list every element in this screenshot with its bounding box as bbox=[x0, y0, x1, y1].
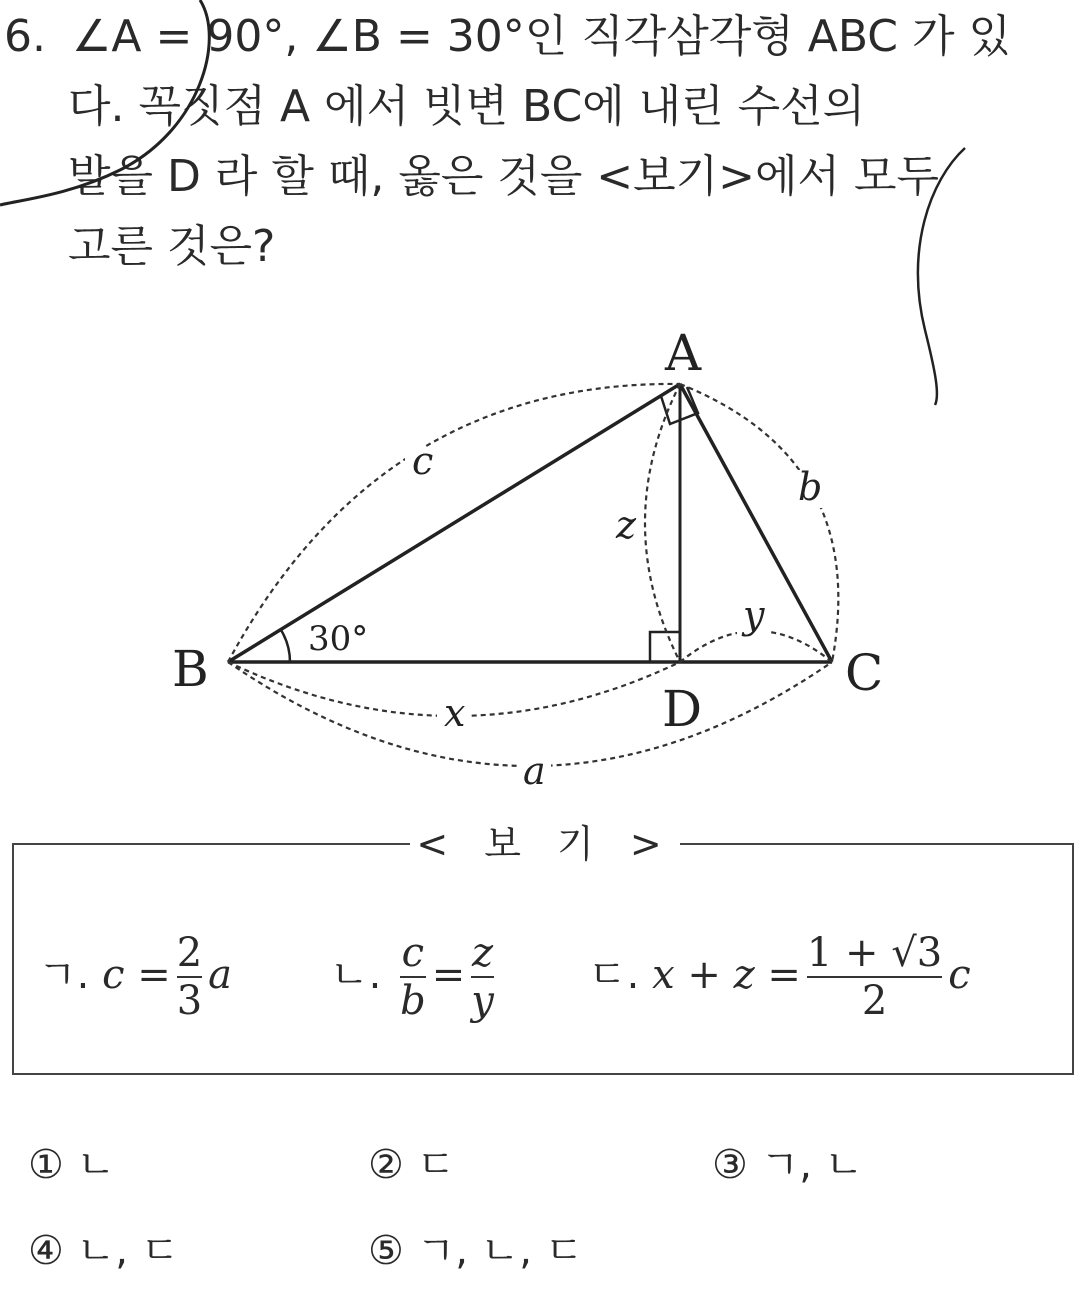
bogi-item-1-lhs: c = bbox=[102, 952, 171, 998]
bogi-item-3-denominator: 2 bbox=[807, 976, 942, 1024]
choice-1-text: ㄴ bbox=[76, 1142, 116, 1188]
choice-4[interactable] bbox=[28, 1226, 179, 1276]
arc-z bbox=[645, 384, 680, 662]
choice-5-number: ⑤ bbox=[368, 1228, 404, 1274]
seg-label-z: z bbox=[616, 503, 637, 547]
bogi-item-1-fraction bbox=[177, 930, 202, 1024]
bogi-item-1-label: ㄱ. bbox=[38, 952, 90, 998]
bogi-item-2-equals: = bbox=[431, 952, 466, 998]
bogi-item-3-numerator: 1 + √3 bbox=[806, 930, 943, 976]
choice-2[interactable] bbox=[368, 1140, 455, 1190]
bogi-item-2-fraction-1 bbox=[400, 930, 426, 1024]
angle-label-B: 30° bbox=[308, 619, 369, 659]
vertex-label-A: A bbox=[665, 324, 702, 382]
choice-3-text: ㄱ, ㄴ bbox=[760, 1142, 864, 1188]
bogi-item-1-numerator: 2 bbox=[176, 930, 203, 976]
choice-1-number: ① bbox=[28, 1142, 64, 1188]
bogi-item-3-fraction bbox=[807, 930, 942, 1024]
choice-3[interactable] bbox=[712, 1140, 863, 1190]
bogi-item-3 bbox=[588, 930, 971, 1024]
choice-5[interactable] bbox=[368, 1226, 583, 1276]
side-label-b: b bbox=[798, 465, 823, 509]
right-angle-mark-D bbox=[650, 632, 680, 662]
seg-label-y: y bbox=[743, 593, 765, 637]
question-line-3: 발을 D 라 할 때, 옳은 것을 <보기>에서 모두 bbox=[68, 151, 940, 202]
vertex-label-B: B bbox=[172, 640, 209, 698]
bogi-item-3-label: ㄷ. bbox=[588, 952, 640, 998]
angle-arc-B bbox=[281, 630, 290, 662]
choice-4-number: ④ bbox=[28, 1228, 64, 1274]
bogi-item-2-den-1: b bbox=[400, 978, 426, 1024]
question-text-1: ∠A = 90°, ∠B = 30°인 직각삼각형 ABC 가 있 bbox=[71, 11, 1011, 62]
choice-3-number: ③ bbox=[712, 1142, 748, 1188]
question-line-4: 고른 것은? bbox=[68, 221, 276, 272]
bogi-item-2-label: ㄴ. bbox=[330, 952, 382, 998]
side-label-a: a bbox=[523, 749, 546, 793]
bogi-item-2-num-1: c bbox=[401, 930, 425, 976]
bogi-item-1 bbox=[38, 930, 232, 1024]
bogi-item-1-rhs: a bbox=[208, 952, 233, 998]
vertex-label-C: C bbox=[845, 644, 884, 702]
choice-2-text: ㄷ bbox=[416, 1142, 456, 1188]
pencil-circle-mark bbox=[0, 0, 209, 205]
choice-4-text: ㄴ, ㄷ bbox=[76, 1228, 180, 1274]
seg-label-x: x bbox=[444, 691, 466, 735]
choice-2-number: ② bbox=[368, 1142, 404, 1188]
bogi-item-2 bbox=[330, 930, 500, 1024]
bogi-item-3-lhs: x + z = bbox=[652, 952, 801, 998]
vertex-label-D: D bbox=[662, 680, 703, 738]
bogi-item-2-num-2: z bbox=[471, 930, 494, 976]
choice-5-text: ㄱ, ㄴ, ㄷ bbox=[416, 1228, 584, 1274]
choice-1[interactable] bbox=[28, 1140, 115, 1190]
question-number: 6. bbox=[4, 11, 46, 62]
side-label-c: c bbox=[412, 439, 434, 483]
bogi-item-3-rhs: c bbox=[948, 952, 971, 998]
pencil-slash-mark bbox=[918, 148, 965, 405]
bogi-item-2-den-2: y bbox=[471, 978, 494, 1024]
question-line-2: 다. 꼭짓점 A 에서 빗변 BC에 내린 수선의 bbox=[68, 81, 866, 132]
bogi-title: < 보 기 > bbox=[410, 820, 680, 868]
bogi-item-2-fraction-2 bbox=[471, 930, 494, 1024]
bogi-item-1-denominator: 3 bbox=[176, 978, 203, 1024]
